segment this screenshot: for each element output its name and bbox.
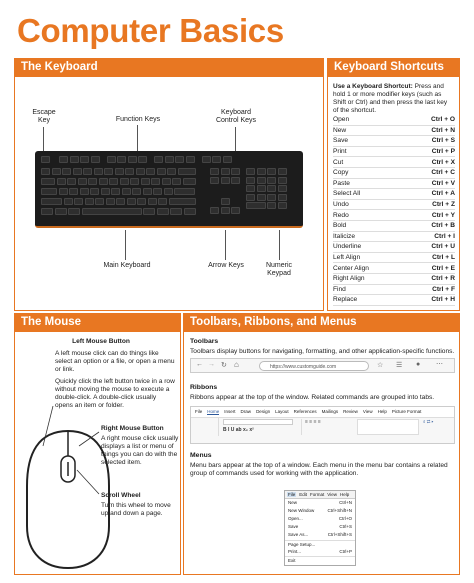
menu-item[interactable] [285,524,355,532]
shortcut-action: Find [333,285,346,293]
main-keyboard-row-1 [41,168,196,175]
shortcut-action: Print [333,148,347,156]
shortcut-row [333,168,455,179]
editing-group-icon: ⌕ ⇄ ▸ [423,419,434,424]
menu-bar-item[interactable]: Edit [299,492,308,497]
shortcut-action: Save [333,137,349,145]
shortcut-keys: Ctrl + O [431,116,455,124]
shortcut-row [333,115,455,126]
shortcut-row [333,189,455,200]
shortcut-keys: Ctrl + R [431,275,455,283]
menu-item-shortcut: Ctrl+P [339,548,352,554]
shortcut-keys: Ctrl + E [431,264,455,272]
shortcut-keys: Ctrl + I [434,232,455,240]
mouse-panel [14,313,181,575]
scroll-wheel-title: Scroll Wheel [101,492,141,499]
shortcut-action: Redo [333,211,349,219]
shortcut-row [333,263,455,274]
collections-icon: ☰ [396,362,403,369]
menu-item-label: Save As... [288,532,309,538]
ribbons-text: Ribbons appear at the top of the window. Related commands are grouped into tabs. [190,394,435,401]
shortcut-keys: Ctrl + F [432,285,455,293]
shortcuts-heading: Keyboard Shortcuts [328,59,459,77]
shortcut-keys: Ctrl + S [431,137,455,145]
shortcut-keys: Ctrl + X [431,158,455,166]
ribbon-tab[interactable]: References [293,409,317,414]
label-control-keys: Keyboard Control Keys [215,109,257,124]
leader-function [137,125,138,153]
menu-bar-item[interactable]: Help [339,492,350,497]
control-keys-block [210,168,240,184]
scroll-wheel-text: Turn this wheel to move up and down a page. [101,502,171,517]
menu-item[interactable] [285,532,355,540]
menu-item-label: New [288,499,298,505]
shortcut-action: Center Align [333,264,369,272]
ribbon-tab[interactable]: View [362,409,373,414]
shortcut-row [333,221,455,232]
menu-item-shortcut: Ctrl+N [339,499,352,505]
menu-bar-item[interactable]: File [288,492,296,497]
shortcuts-panel [327,58,460,311]
shortcut-action: Italicize [333,232,355,240]
menu-bar-item[interactable]: View [327,492,337,497]
left-button-text: A left mouse click can do things like select an option or a file, or open a menu or link. [55,350,175,373]
menu-bar-item[interactable]: Format [310,492,325,497]
shortcut-keys: Ctrl + P [431,148,455,156]
shortcut-keys: Ctrl + Z [432,201,455,209]
shortcut-row [333,232,455,243]
menu-example [284,490,356,566]
profile-icon: ● [416,361,421,368]
shortcut-row [333,136,455,147]
ribbon-tab[interactable]: File [195,409,203,414]
menu-item-shortcut: Ctrl+Shift+S [327,532,352,538]
leader-escape [43,127,44,153]
leader-numeric [279,230,280,260]
forward-arrow-icon: → [208,361,215,368]
shortcut-row [333,200,455,211]
menus-subtitle: Menus [190,452,212,459]
shortcut-keys: Ctrl + A [431,190,455,198]
menus-text: Menu bars appear at the top of a window. Each menu in the menu bar contains a related group of commands used for working with the application. [190,462,448,477]
favorite-icon: ☆ [377,362,384,369]
menu-item-label: New Window [288,507,315,513]
shortcut-row [333,285,455,296]
clipboard-group [195,418,219,436]
menu-item[interactable] [285,515,355,523]
ribbon-tab[interactable]: Design [256,409,271,414]
shortcut-action: Select All [333,190,361,198]
ribbon-example [190,406,455,444]
label-main-keyboard: Main Keyboard [103,262,151,269]
leader-arrow [225,230,226,260]
toolbars-heading: Toolbars, Ribbons, and Menus [184,314,459,332]
shortcut-action: Right Align [333,275,365,283]
back-arrow-icon: ← [196,361,203,368]
menu-item-label: Open... [288,515,303,521]
shortcut-keys: Ctrl + Y [431,211,455,219]
toolbars-subtitle: Toolbars [190,338,219,345]
right-button-text: A right mouse click usually displays a list or menu of things you can do with the selected item. [101,435,179,466]
shortcuts-list [333,115,455,306]
shortcut-action: New [333,126,347,134]
address-bar: https://www.customguide.com [259,361,369,371]
mouse-illustration [23,406,113,571]
main-keyboard-row-2 [41,178,196,185]
ribbon-tab[interactable]: Insert [224,409,236,414]
shortcut-action: Paste [333,179,350,187]
main-keyboard-row-3 [41,188,195,195]
shortcut-row [333,126,455,137]
refresh-icon: ↻ [221,362,227,369]
format-buttons-icon: B I U ab x₂ x² [223,427,254,433]
right-button-title: Right Mouse Button [101,425,164,432]
menu-item-label: Exit [288,557,296,563]
shortcuts-intro-text: Press and hold 1 or more modifier keys (such as Shift or Ctrl) and then press the last key of the shortcut. [333,83,448,114]
leader-control [235,127,236,153]
menu-item-shortcut: Ctrl+O [338,515,352,521]
menu-bar [285,491,355,499]
page-title: Computer Basics [17,12,284,49]
main-keyboard-row-4 [41,198,196,205]
menu-item-shortcut: Ctrl+Shift+N [327,507,352,513]
home-icon: ⌂ [234,360,239,369]
shortcut-row [333,147,455,158]
shortcut-row [333,253,455,264]
menu-item[interactable] [285,507,355,515]
shortcut-keys: Ctrl + N [431,126,455,134]
ribbon-tab[interactable]: Review [343,409,358,414]
shortcut-row [333,274,455,285]
shortcut-keys: Ctrl + C [431,169,455,177]
menu-item[interactable] [285,548,355,556]
shortcut-action: Replace [333,296,358,304]
ribbon-tab[interactable]: Picture Format [391,409,422,414]
ribbon-tab[interactable]: Mailings [321,409,339,414]
left-button-title: Left Mouse Button [72,338,130,345]
function-key-row [41,156,232,163]
shortcut-row [333,179,455,190]
mouse-heading: The Mouse [15,314,180,332]
label-numeric-keypad: Numeric Keypad [265,262,293,277]
shortcuts-intro-bold: Use a Keyboard Shortcut: [333,83,413,90]
shortcut-keys: Ctrl + L [432,254,455,262]
ribbon-tabs [191,407,454,418]
keyboard-panel [14,58,324,311]
numeric-keypad-block [246,168,287,209]
shortcut-action: Open [333,116,350,124]
shortcut-row [333,242,455,253]
shortcut-row [333,295,455,306]
browser-toolbar-example [190,358,455,373]
menu-item[interactable] [285,556,355,564]
ribbon-tab[interactable]: Draw [240,409,252,414]
shortcut-row [333,157,455,168]
menu-item[interactable] [285,499,355,507]
shortcut-action: Copy [333,169,349,177]
shortcut-row [333,210,455,221]
toolbars-panel [183,313,460,575]
leader-main [125,230,126,260]
menu-item-shortcut: Ctrl+S [339,524,352,530]
label-escape-key: Escape Key [32,109,56,124]
file-menu [285,499,355,565]
ribbon-tab[interactable]: Layout [275,409,289,414]
menu-item-label: Print... [288,548,302,554]
menu-item-label: Page Setup... [288,541,316,547]
shortcut-keys: Ctrl + H [431,296,455,304]
menu-item-label: Save [288,524,299,530]
label-function-keys: Function Keys [115,116,161,123]
main-keyboard-row-5 [41,208,196,215]
ribbons-subtitle: Ribbons [190,384,218,391]
shortcuts-intro [328,77,459,115]
label-arrow-keys: Arrow Keys [208,262,244,269]
shortcut-keys: Ctrl + V [431,179,455,187]
paragraph-group-icon: ≡ ≡ ≡ ≡ [301,419,353,435]
ribbon-tab[interactable]: Home [207,409,220,414]
shortcut-keys: Ctrl + U [431,243,455,251]
shortcut-action: Left Align [333,254,361,262]
keyboard-image [35,151,303,228]
ribbon-tab[interactable]: Help [377,409,387,414]
shortcut-keys: Ctrl + B [431,222,455,230]
shortcut-action: Cut [333,158,344,166]
shortcut-action: Bold [333,222,347,230]
font-box [223,419,293,425]
more-icon: ⋯ [436,361,443,368]
menu-item[interactable] [285,540,355,548]
arrow-keys-block [210,198,240,214]
left-button-double-click-text: Quickly click the left button twice in a row without moving the mouse to execute a double-click. A double-click usually opens an item or folder. [55,378,175,409]
shortcut-action: Undo [333,201,349,209]
keyboard-heading: The Keyboard [15,59,323,77]
toolbars-text: Toolbars display buttons for navigating, formatting, and other application-specific functions. [190,348,455,355]
shortcut-action: Underline [333,243,362,251]
styles-gallery [357,419,419,435]
